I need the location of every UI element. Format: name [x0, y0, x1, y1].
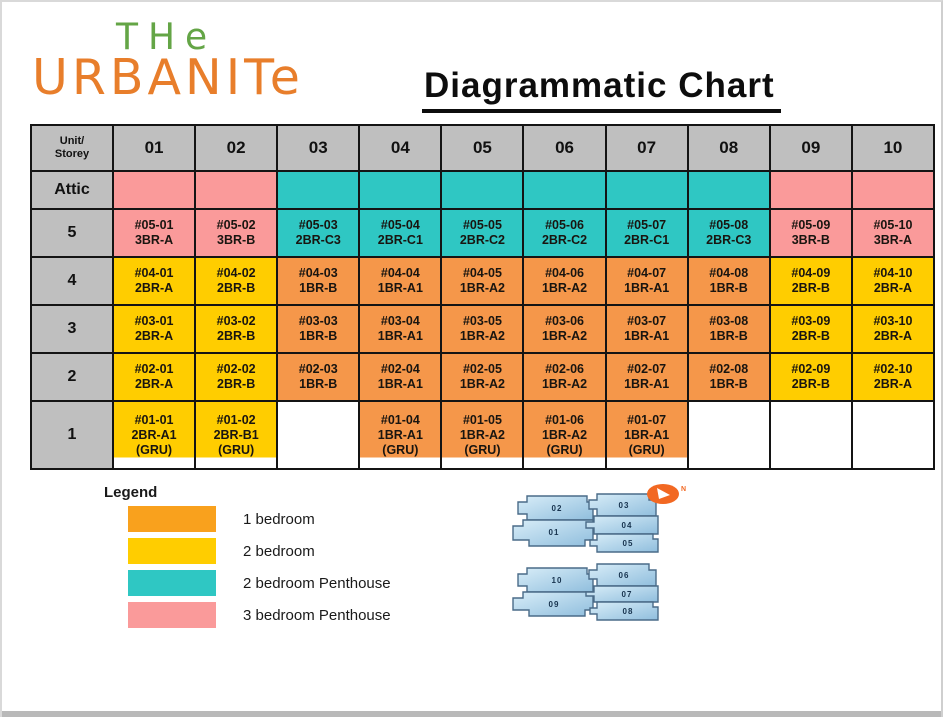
- cell-text: 2BR-B: [217, 377, 256, 391]
- page-title: Diagrammatic Chart: [422, 66, 781, 113]
- cell-text: #02-03: [298, 362, 338, 376]
- siteplan-block-label: 06: [618, 571, 630, 580]
- cell-text: #03-04: [380, 314, 420, 328]
- column-header-07: [607, 126, 687, 170]
- cell-04-07: [607, 258, 687, 304]
- cell-text: #04-09: [791, 266, 831, 280]
- cell-04-01: [114, 258, 194, 304]
- siteplan-key: [497, 482, 709, 650]
- cell-text: (GRU): [382, 442, 419, 457]
- cell-text: #05-10: [873, 218, 913, 232]
- cell-text: #05-03: [298, 218, 338, 232]
- cell-04-09: [771, 258, 851, 304]
- cell-03-10: [853, 306, 933, 352]
- cell-text: #03-01: [134, 314, 174, 328]
- corner-header: [32, 126, 112, 170]
- legend-swatch-1-bedroom: [128, 506, 216, 532]
- cell-text: 09: [801, 138, 821, 157]
- cell-text: 1BR-A2: [459, 377, 506, 391]
- cell-text: 07: [637, 138, 657, 157]
- siteplan-block-label: 09: [548, 600, 560, 609]
- cell-text: 05: [472, 138, 492, 157]
- cell-text: 2: [67, 368, 77, 385]
- cell-text: #02-04: [380, 362, 420, 376]
- cell-text: 08: [719, 138, 739, 157]
- cell-attic: [689, 172, 769, 208]
- cell-text: 2BR-B1: [213, 427, 259, 442]
- cell-05-09: [771, 210, 851, 256]
- cell-text: (GRU): [218, 442, 255, 457]
- cell-text: 1BR-A2: [541, 281, 588, 295]
- cell-text: 1BR-B: [299, 281, 338, 295]
- cell-text: #05-04: [380, 218, 420, 232]
- cell-02-05: [442, 354, 522, 400]
- cell-text: 1BR-B: [709, 329, 748, 343]
- cell-text: 4: [67, 272, 77, 289]
- cell-text: Unit/: [59, 135, 85, 147]
- legend-swatch-3-bedroom-penthouse: [128, 602, 216, 628]
- cell-text: #04-01: [134, 266, 174, 280]
- cell-05-01: [114, 210, 194, 256]
- cell-04-06: [524, 258, 604, 304]
- cell-text: #02-06: [545, 362, 584, 376]
- cell-attic: [524, 172, 604, 208]
- north-arrow-icon: [647, 484, 686, 504]
- legend: [104, 484, 391, 634]
- cell-text: #02-09: [791, 362, 831, 376]
- cell-text: #04-02: [216, 266, 256, 280]
- cell-text: #04-07: [627, 266, 667, 280]
- cell-text: #02-05: [462, 362, 502, 376]
- cell-05-06: [524, 210, 604, 256]
- cell-attic: [278, 172, 358, 208]
- cell-text: (GRU): [546, 442, 583, 457]
- cell-attic: [114, 172, 194, 208]
- legend-swatch-2-bedroom: [128, 538, 216, 564]
- cell-03-07: [607, 306, 687, 352]
- legend-item-2-bedroom: [104, 538, 391, 564]
- siteplan-block-label: 05: [622, 539, 634, 548]
- cell-text: 5: [67, 224, 77, 241]
- cell-text: 1BR-B: [709, 281, 748, 295]
- cell-blank: [853, 402, 933, 468]
- cell-02-08: [689, 354, 769, 400]
- cell-text: 3: [67, 320, 77, 337]
- cell-text: #03-08: [709, 314, 749, 328]
- cell-text: 1BR-A2: [541, 329, 588, 343]
- row-label-3: [32, 306, 112, 352]
- cell-text: #03-03: [298, 314, 338, 328]
- cell-04-02: [196, 258, 276, 304]
- cell-02-03: [278, 354, 358, 400]
- legend-label: 3 bedroom Penthouse: [243, 606, 391, 624]
- cell-01-05: [442, 402, 522, 468]
- column-header-10: [853, 126, 933, 170]
- legend-label: 2 bedroom Penthouse: [243, 574, 391, 592]
- column-header-01: [114, 126, 194, 170]
- cell-text: #05-02: [216, 218, 256, 232]
- cell-text: #05-01: [134, 218, 174, 232]
- cell-text: (GRU): [628, 442, 665, 457]
- cell-text: 2BR-C2: [459, 233, 506, 247]
- column-header-05: [442, 126, 522, 170]
- cell-text: #05-06: [545, 218, 584, 232]
- logo-line-the: THe: [116, 16, 218, 59]
- column-header-08: [689, 126, 769, 170]
- cell-text: 3BR-B: [791, 233, 830, 247]
- cell-text: #02-08: [709, 362, 749, 376]
- cell-04-10: [853, 258, 933, 304]
- column-header-03: [278, 126, 358, 170]
- cell-text: #03-06: [545, 314, 584, 328]
- cell-text: #02-01: [134, 362, 174, 376]
- bottom-edge: [2, 711, 941, 717]
- cell-03-08: [689, 306, 769, 352]
- cell-02-06: [524, 354, 604, 400]
- cell-text: #04-04: [380, 266, 420, 280]
- cell-text: 2BR-A: [873, 281, 913, 295]
- cell-02-09: [771, 354, 851, 400]
- cell-text: #03-05: [462, 314, 502, 328]
- legend-item-3-bedroom-penthouse: [104, 602, 391, 628]
- cell-text: 2BR-B: [791, 281, 830, 295]
- cell-attic: [607, 172, 687, 208]
- cell-text: #04-03: [298, 266, 338, 280]
- cell-text: 10: [883, 138, 903, 157]
- cell-text: #05-09: [791, 218, 831, 232]
- cell-text: #05-05: [462, 218, 502, 232]
- cell-text: #03-09: [791, 314, 831, 328]
- siteplan-block-label: 07: [621, 590, 633, 599]
- cell-text: 1BR-A1: [377, 281, 423, 295]
- cell-01-04: [360, 402, 440, 468]
- column-header-04: [360, 126, 440, 170]
- cell-text: 1BR-A1: [377, 427, 423, 442]
- cell-text: (GRU): [464, 442, 501, 457]
- cell-text: #03-07: [627, 314, 667, 328]
- siteplan-block-label: 04: [621, 521, 633, 530]
- cell-text: 1: [67, 426, 77, 443]
- cell-text: 2BR-B: [791, 377, 830, 391]
- cell-text: Storey: [54, 148, 90, 160]
- cell-text: 2BR-C2: [541, 233, 588, 247]
- cell-attic: [196, 172, 276, 208]
- cell-text: #03-02: [216, 314, 256, 328]
- cell-text: #02-02: [216, 362, 256, 376]
- legend-swatch-2-bedroom-penthouse: [128, 570, 216, 596]
- cell-text: 2BR-B: [217, 281, 256, 295]
- cell-text: 2BR-C3: [706, 233, 752, 247]
- cell-text: 04: [390, 138, 410, 157]
- unit-table: [30, 124, 935, 470]
- cell-01-01: [114, 402, 194, 468]
- cell-03-04: [360, 306, 440, 352]
- cell-text: 1BR-A2: [459, 329, 506, 343]
- cell-text: #01-02: [216, 412, 256, 427]
- cell-text: #01-01: [134, 412, 174, 427]
- row-label-2: [32, 354, 112, 400]
- cell-text: #02-10: [873, 362, 913, 376]
- cell-text: 1BR-A2: [541, 377, 588, 391]
- cell-text: 1BR-B: [299, 377, 338, 391]
- cell-02-01: [114, 354, 194, 400]
- column-header-09: [771, 126, 851, 170]
- cell-text: 02: [226, 138, 246, 157]
- row-label-Attic: [32, 172, 112, 208]
- cell-04-03: [278, 258, 358, 304]
- cell-attic: [360, 172, 440, 208]
- cell-01-02: [196, 402, 276, 468]
- cell-text: #04-05: [462, 266, 502, 280]
- cell-text: 1BR-A1: [624, 427, 670, 442]
- cell-text: 1BR-B: [299, 329, 338, 343]
- siteplan-block-label: 08: [622, 607, 634, 616]
- cell-text: #05-08: [709, 218, 749, 232]
- siteplan-block-label: 10: [551, 576, 563, 585]
- cell-text: #04-08: [709, 266, 749, 280]
- cell-text: 1BR-A1: [377, 377, 423, 391]
- cell-text: #01-07: [627, 412, 667, 427]
- cell-text: 3BR-A: [134, 233, 174, 247]
- cell-text: #01-06: [545, 412, 584, 427]
- cell-05-08: [689, 210, 769, 256]
- cell-text: 1BR-B: [709, 377, 748, 391]
- cell-05-10: [853, 210, 933, 256]
- cell-blank: [278, 402, 358, 468]
- siteplan-block-label: 02: [551, 504, 563, 513]
- row-label-1: [32, 402, 112, 468]
- cell-text: 2BR-A: [873, 377, 913, 391]
- cell-text: Attic: [54, 181, 90, 198]
- cell-text: 1BR-A1: [377, 329, 423, 343]
- cell-text: 1BR-A1: [624, 281, 670, 295]
- cell-text: #01-04: [380, 412, 420, 427]
- row-label-4: [32, 258, 112, 304]
- north-label: N: [681, 486, 687, 493]
- cell-text: 1BR-A1: [624, 377, 670, 391]
- cell-text: 2BR-A: [134, 329, 174, 343]
- legend-label: 2 bedroom: [243, 542, 315, 560]
- cell-text: 3BR-A: [873, 233, 913, 247]
- cell-text: 1BR-A2: [459, 281, 506, 295]
- legend-title: Legend: [104, 484, 158, 501]
- cell-text: 01: [144, 138, 164, 157]
- cell-03-01: [114, 306, 194, 352]
- cell-text: (GRU): [135, 442, 173, 457]
- cell-text: 1BR-A2: [459, 427, 506, 442]
- cell-03-05: [442, 306, 522, 352]
- cell-attic: [442, 172, 522, 208]
- row-label-5: [32, 210, 112, 256]
- cell-03-02: [196, 306, 276, 352]
- cell-03-03: [278, 306, 358, 352]
- cell-05-04: [360, 210, 440, 256]
- cell-text: 2BR-C3: [295, 233, 341, 247]
- cell-text: 2BR-B: [217, 329, 256, 343]
- cell-text: 06: [555, 138, 574, 157]
- cell-text: 2BR-A1: [131, 427, 177, 442]
- cell-text: 2BR-A: [873, 329, 913, 343]
- column-header-02: [196, 126, 276, 170]
- cell-02-07: [607, 354, 687, 400]
- cell-05-03: [278, 210, 358, 256]
- cell-blank: [771, 402, 851, 468]
- cell-attic: [853, 172, 933, 208]
- cell-05-05: [442, 210, 522, 256]
- siteplan-block-label: 03: [618, 501, 630, 510]
- cell-text: #02-07: [627, 362, 667, 376]
- cell-text: #05-07: [627, 218, 667, 232]
- column-header-06: [524, 126, 604, 170]
- cell-blank: [689, 402, 769, 468]
- legend-item-1-bedroom: [104, 506, 391, 532]
- cell-01-06: [524, 402, 604, 468]
- cell-text: #03-10: [873, 314, 913, 328]
- cell-text: 2BR-A: [134, 377, 174, 391]
- cell-02-02: [196, 354, 276, 400]
- cell-text: 1BR-A1: [624, 329, 670, 343]
- cell-text: #04-06: [545, 266, 584, 280]
- cell-text: 03: [308, 138, 328, 157]
- cell-02-04: [360, 354, 440, 400]
- logo-line-urbanite: URBANITe: [32, 49, 304, 106]
- cell-05-02: [196, 210, 276, 256]
- legend-item-2-bedroom-penthouse: [104, 570, 391, 596]
- cell-01-07: [607, 402, 687, 468]
- cell-05-07: [607, 210, 687, 256]
- cell-text: 3BR-B: [217, 233, 256, 247]
- cell-text: #04-10: [873, 266, 913, 280]
- cell-04-05: [442, 258, 522, 304]
- cell-02-10: [853, 354, 933, 400]
- cell-text: 1BR-A2: [541, 427, 588, 442]
- cell-text: 2BR-C1: [377, 233, 423, 247]
- cell-text: #01-05: [462, 412, 502, 427]
- cell-text: 2BR-C1: [624, 233, 670, 247]
- legend-label: 1 bedroom: [243, 510, 315, 528]
- urbanite-logo: [32, 16, 432, 106]
- cell-text: 2BR-B: [791, 329, 830, 343]
- cell-attic: [771, 172, 851, 208]
- cell-text: 2BR-A: [134, 281, 174, 295]
- cell-04-08: [689, 258, 769, 304]
- cell-03-06: [524, 306, 604, 352]
- cell-03-09: [771, 306, 851, 352]
- cell-04-04: [360, 258, 440, 304]
- siteplan-block-label: 01: [548, 528, 560, 537]
